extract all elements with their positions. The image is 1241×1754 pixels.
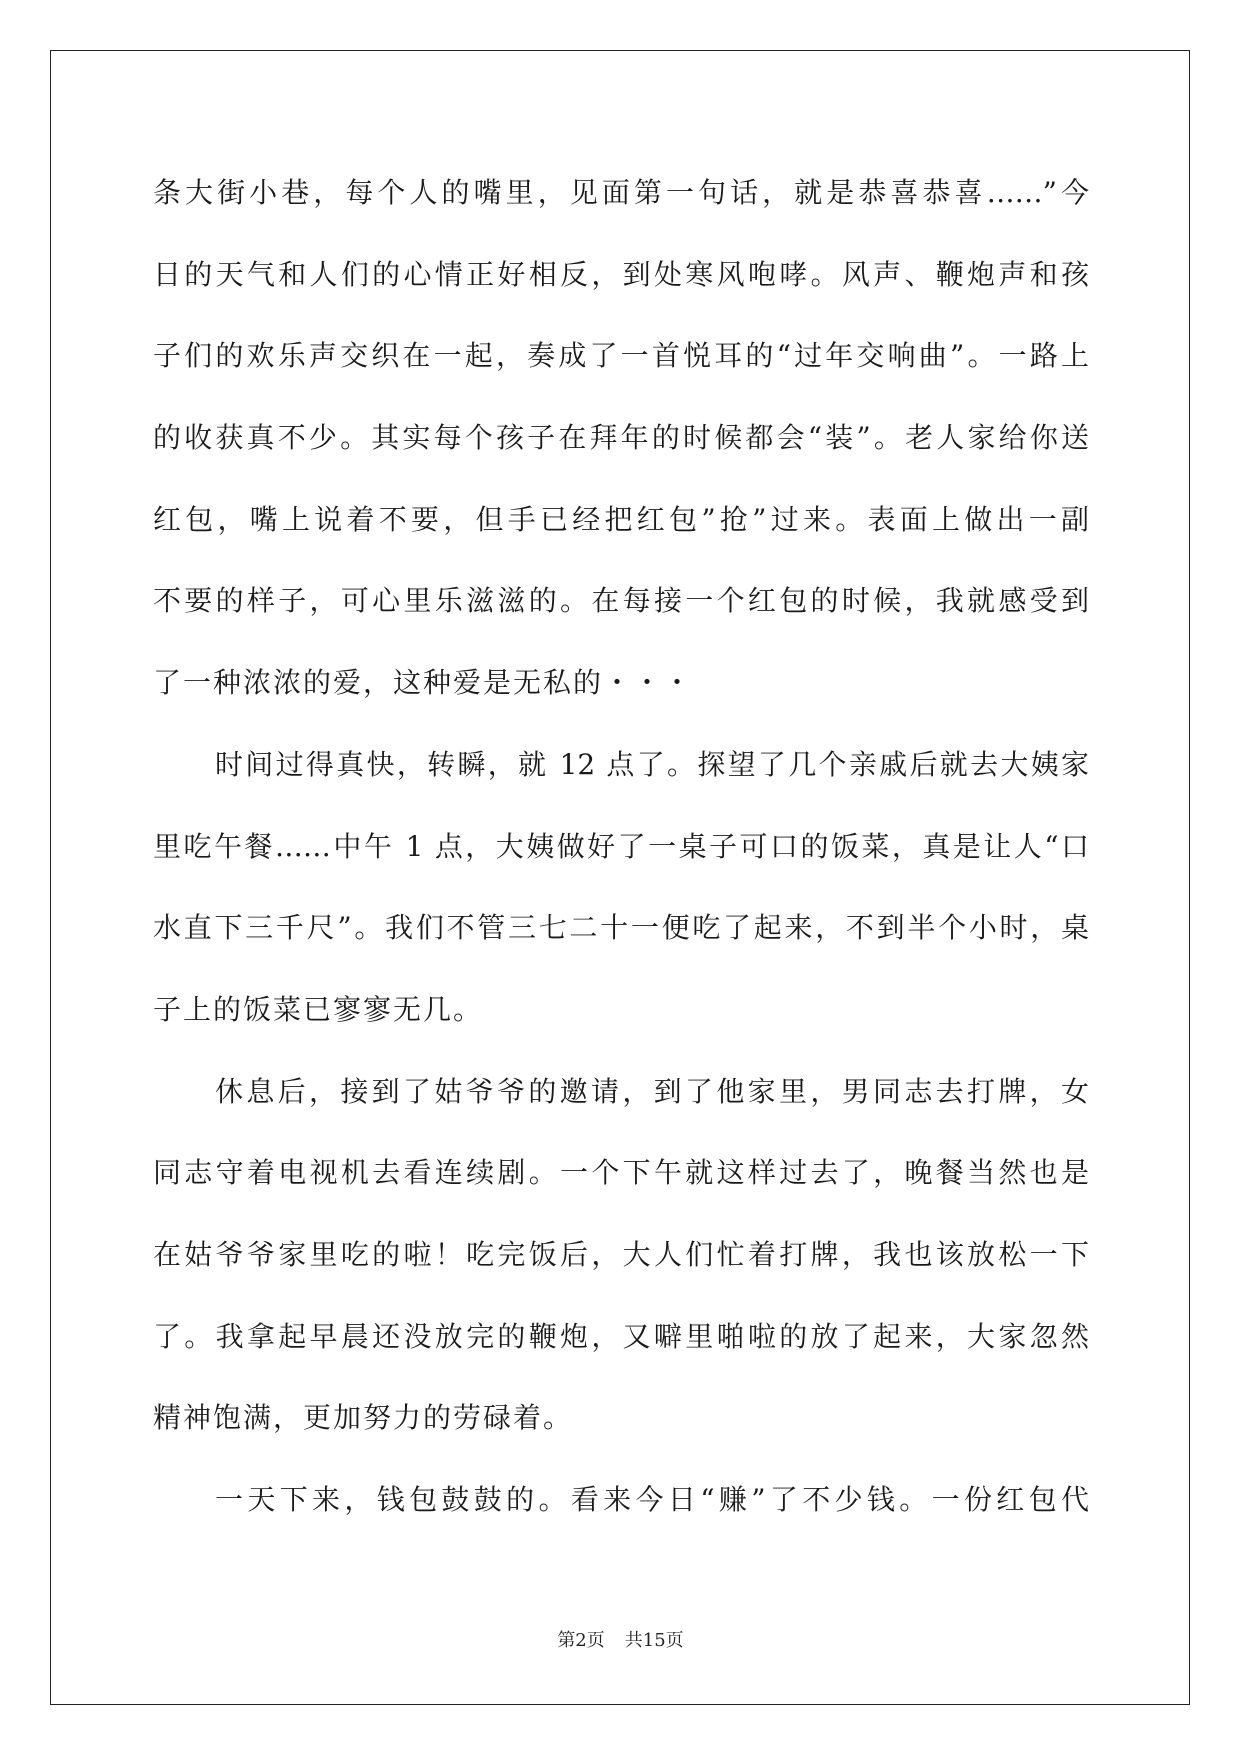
page-number: 第2页 (557, 1630, 605, 1651)
text-line: 日的天气和人们的心情正好相反，到处寒风咆哮。风声、鞭炮声和孩 (153, 257, 1089, 291)
text-line: 子们的欢乐声交织在一起，奏成了一首悦耳的“过年交响曲”。一路上 (153, 339, 1089, 373)
text-line: 红包，嘴上说着不要，但手已经把红包”抢”过来。表面上做出一副 (153, 502, 1089, 536)
text-line: 不要的样子，可心里乐滋滋的。在每接一个红包的时候，我就感受到 (153, 584, 1089, 618)
paragraph (153, 1459, 1089, 1541)
text-line: 子上的饭菜已寥寥无几。 (153, 992, 484, 1026)
paragraph (153, 724, 1089, 1051)
text-line: 水直下三千尺”。我们不管三七二十一便吃了起来，不到半个小时，桌 (153, 911, 1089, 945)
text-line: 精神饱满，更加努力的劳碌着。 (153, 1401, 574, 1435)
text-line: 休息后，接到了姑爷爷的邀请，到了他家里，男同志去打牌，女 (215, 1074, 1089, 1108)
text-line: 了。我拿起早晨还没放完的鞭炮，又噼里啪啦的放了起来，大家忽然 (153, 1319, 1089, 1353)
document-body (153, 152, 1089, 1541)
text-line: 里吃午餐……中午 1 点，大姨做好了一桌子可口的饭菜，真是让人“口 (153, 829, 1089, 863)
text-line: 条大街小巷，每个人的嘴里，见面第一句话，就是恭喜恭喜……”今 (153, 176, 1089, 209)
page-footer (0, 1628, 1241, 1654)
paragraph (153, 152, 1089, 724)
text-line: 时间过得真快，转瞬，就 12 点了。探望了几个亲戚后就去大姨家 (215, 747, 1089, 781)
page-total: 共15页 (624, 1630, 684, 1651)
text-line: 在姑爷爷家里吃的啦！吃完饭后，大人们忙着打牌，我也该放松一下 (153, 1237, 1089, 1271)
text-line: 同志守着电视机去看连续剧。一个下午就这样过去了，晚餐当然也是 (153, 1156, 1089, 1190)
text-line: 了一种浓浓的爱，这种爱是无私的・・・ (153, 666, 694, 700)
paragraph (153, 1051, 1089, 1459)
text-line: 一天下来，钱包鼓鼓的。看来今日“赚”了不少钱。一份红包代 (215, 1483, 1089, 1516)
text-line: 的收获真不少。其实每个孩子在拜年的时候都会“装”。老人家给你送 (153, 421, 1089, 455)
